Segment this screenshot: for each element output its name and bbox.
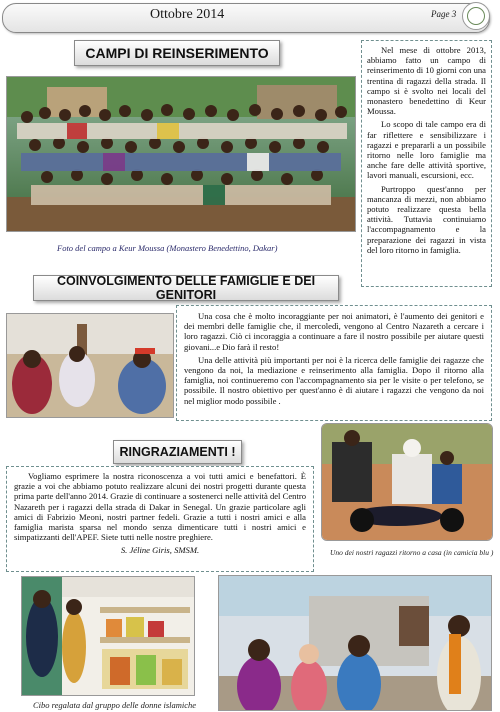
food-gift-photo <box>21 576 195 696</box>
famiglie-paragraph: Una delle attività più importanti per noi è la ricerca delle famiglie dei ragazze che vengono da noi, la mediazione e reinserimento alla famiglia. Dopo il ritorno alla famiglia, noi continueremo con l'accompagnamento sia per le visite o per telefono, se possibile. Il nostro obiettivo per quest'anno è di aiutare i ragazzi che vengono da noi nel miglior modo possibile . <box>184 354 484 406</box>
page-number: Page 3 <box>431 9 457 19</box>
signature: S. Jéline Giris, SMSM. <box>120 545 200 556</box>
camp-photo-caption: Foto del campo a Keur Moussa (Monastero Benedettino, Dakar) <box>57 243 278 253</box>
moto-return-photo <box>321 423 493 541</box>
families-photo <box>6 313 174 418</box>
moto-photo-caption: Uno dei nostri ragazzi ritorno a casa (in camicia blu ) <box>330 548 494 557</box>
famiglie-paragraph: Una cosa che è molto incoraggiante per noi animatori, è l'aumento dei genitori e dei membri delle famiglie che, il mercoledì, vengono al Centro Nazareth a cercare i loro ragazzi. Ciò ci incoraggia a continuare a fare il nostro possibile per aiutare questi giovani...e Dio farà il resto! <box>184 311 484 352</box>
issue-title: Ottobre 2014 <box>150 7 225 22</box>
ringraziamenti-paragraph: Vogliamo esprimere la nostra riconoscenza a voi tutti amici e benefattori. È grazie a voi che abbiamo potuto realizzare alcuni dei nostri progetti durante questa prima parte dell'anno 2014. Grazie di continuare a sostenerci nelle attività del Centro Nazareth per i ragazzi della strada di Dakar in Senegal. Un grazie particolare agli amici di Fabrizio Meoni, nostri partner fedeli. Grazie a tutti i nostri amici e alla famiglia marista sparsa nel mondo senza dimenticare tutti i nostri amici e simpatizzanti dell'APEF. Siete tutti nelle nostre preghiere. <box>14 471 306 543</box>
food-gift-caption: Cibo regalata dal gruppo delle donne islamiche <box>33 700 197 710</box>
section-title-famiglie: COINVOLGIMENTO DELLE FAMIGLIE E DEI GENITORI <box>33 275 339 301</box>
section-title-reinserimento: CAMPI DI REINSERIMENTO <box>74 40 280 66</box>
reinserimento-text-box <box>361 40 492 287</box>
visitors-photo <box>218 575 492 711</box>
reinserimento-paragraph: Lo scopo di tale campo era di far riflettere e sensibilizzare i ragazzi e prepararli a un possibile ritorno nelle loro famiglie ma anche fare delle attività sportive, lavori manuali, escursioni, ecc. <box>367 119 486 181</box>
reinserimento-paragraph: Nel mese di ottobre 2013, abbiamo fatto un campo di reinserimento di 10 giorni con una trentina di ragazzi della strada. Il campo si è svolto nei locali del monastero benedettino di Keur Moussa. <box>367 45 486 117</box>
page-header <box>2 3 490 33</box>
ringraziamenti-text-box <box>6 466 314 572</box>
camp-group-photo <box>6 76 356 232</box>
section-title-ringraziamenti: RINGRAZIAMENTI ! <box>113 440 242 464</box>
famiglie-text-box <box>176 305 492 421</box>
monastery-logo-icon <box>462 2 490 30</box>
reinserimento-paragraph: Purtroppo quest'anno per mancanza di mezzi, non abbiamo potuto realizzare questa bella attività. Tuttavia continuiamo l'accompagnamento e la preparazione dei ragazzi in vista del loro ritorno in famiglia. <box>367 183 486 255</box>
